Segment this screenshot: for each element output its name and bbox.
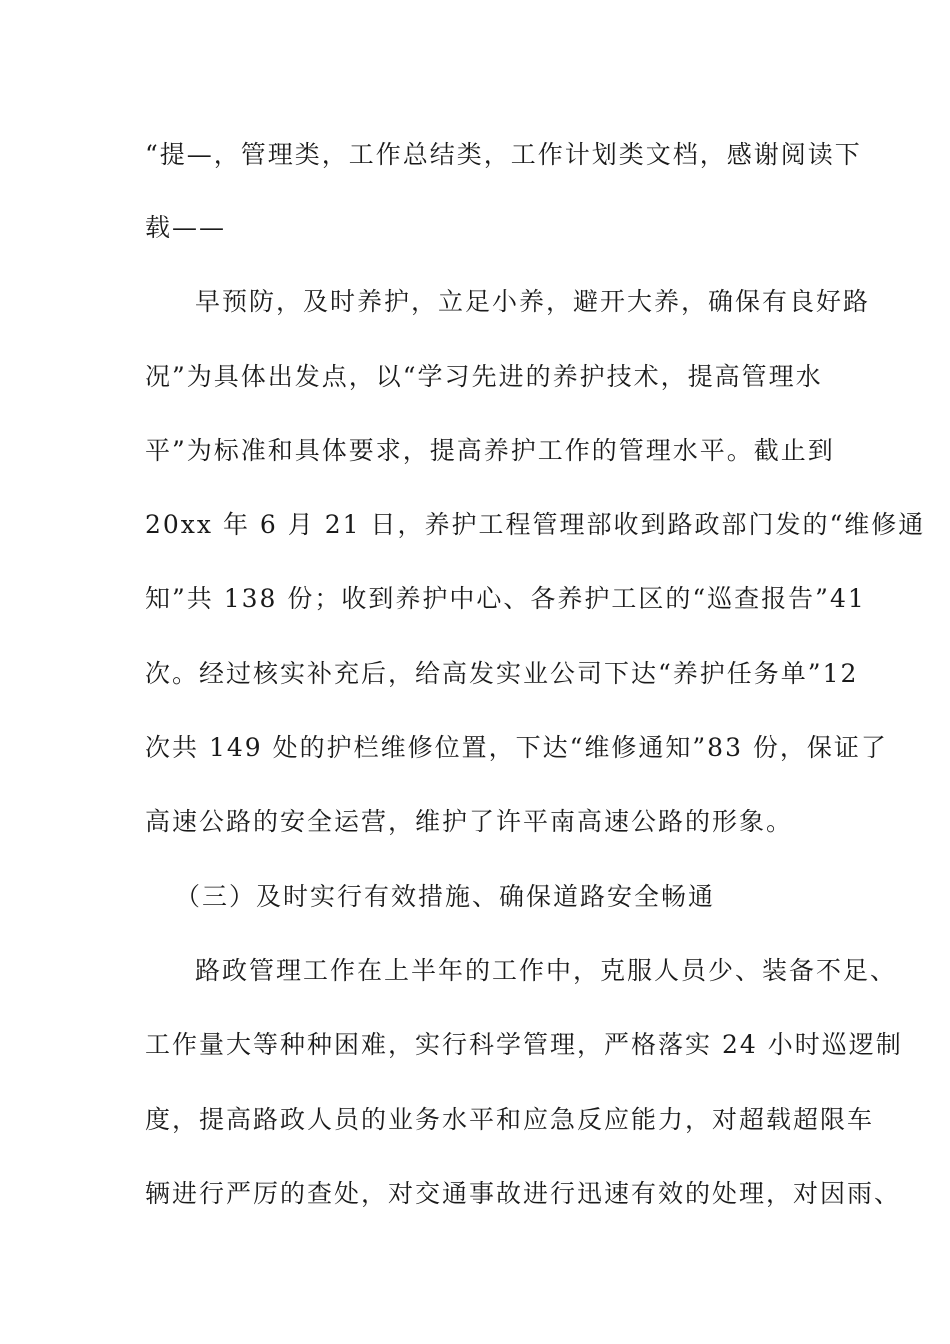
text-line-12: 路政管理工作在上半年的工作中，克服人员少、装备不足、 <box>195 956 898 985</box>
text-line-6: 20xx 年 6 月 21 日，养护工程管理部收到路政部门发的“维修通 <box>145 510 926 539</box>
text-line-13: 工作量大等种种困难，实行科学管理，严格落实 24 小时巡逻制 <box>145 1030 903 1059</box>
text-line-5: 平”为标准和具体要求，提高养护工作的管理水平。截止到 <box>145 436 835 465</box>
text-line-8: 次。经过核实补充后，给高发实业公司下达“养护任务单”12 <box>145 659 859 688</box>
section-heading: （三）及时实行有效措施、确保道路安全畅通 <box>175 882 716 911</box>
text-line-9: 次共 149 处的护栏维修位置，下达“维修通知”83 份，保证了 <box>145 733 888 762</box>
text-line-15: 辆进行严厉的查处，对交通事故进行迅速有效的处理，对因雨、 <box>145 1179 902 1208</box>
text-line-14: 度，提高路政人员的业务水平和应急反应能力，对超载超限车 <box>145 1105 875 1134</box>
text-line-4: 况”为具体出发点，以“学习先进的养护技术，提高管理水 <box>145 362 823 391</box>
text-line-1: “提—，管理类，工作总结类，工作计划类文档，感谢阅读下 <box>145 140 862 169</box>
text-line-10: 高速公路的安全运营，维护了许平南高速公路的形象。 <box>145 807 794 836</box>
text-line-3: 早预防，及时养护，立足小养，避开大养，确保有良好路 <box>195 287 871 316</box>
text-line-7: 知”共 138 份；收到养护中心、各养护工区的“巡查报告”41 <box>145 584 866 613</box>
text-line-2: 载—— <box>145 213 227 242</box>
